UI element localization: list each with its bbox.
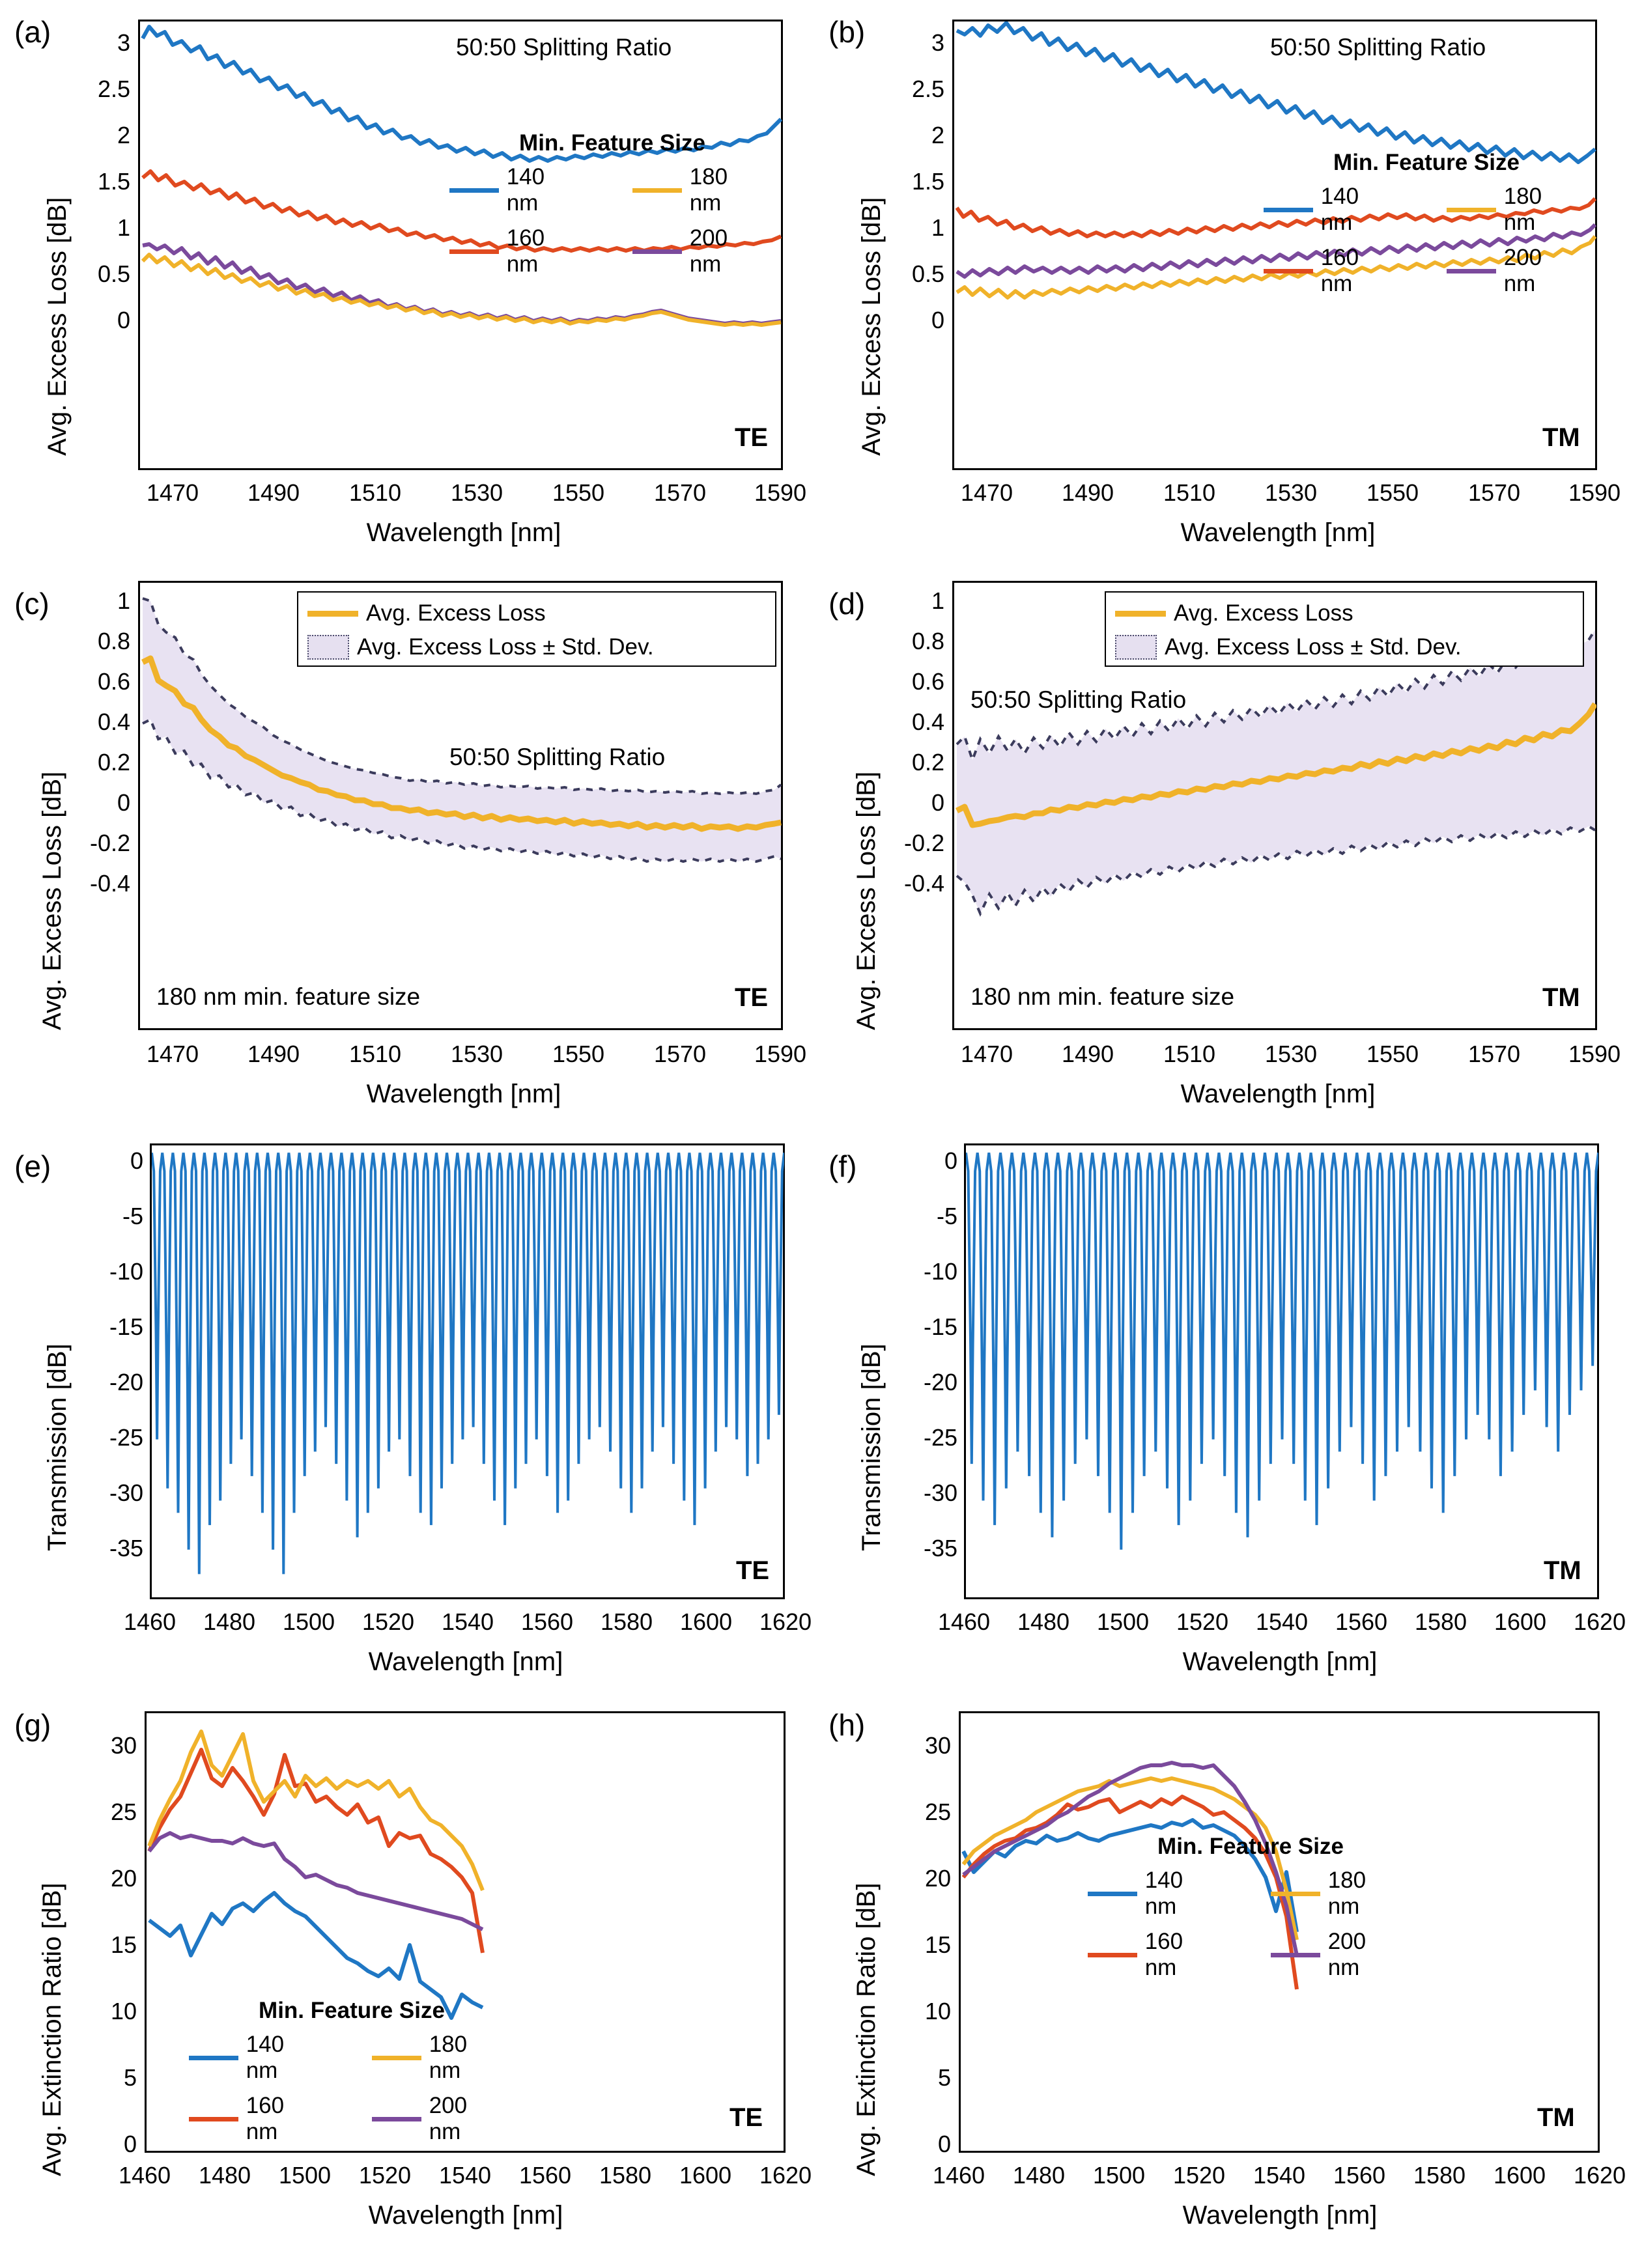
panel-e-xlabel: Wavelength [nm] [368, 1647, 563, 1676]
panel-c-legend [297, 591, 776, 667]
panel-a-legend-row-1 [449, 164, 775, 216]
legend-swatch-blue [449, 188, 499, 193]
panel-c-ytick-6: -0.2 [89, 830, 130, 856]
panel-b-legend-label-180: 180 nm [1503, 184, 1542, 235]
panel-a-legend-row-2 [449, 225, 775, 277]
panel-f-label: (f) [829, 1149, 857, 1183]
panel-d-ytick-4: 0.2 [911, 749, 944, 776]
panel-b-legend-item-180 [1447, 184, 1578, 236]
panel-d-ylabel: Avg. Excess Loss [dB] [852, 771, 881, 1030]
panel-b-legend-row-2 [1264, 245, 1589, 297]
panel-g-ytick-0: 30 [110, 1732, 137, 1759]
panel-b-polarization: TM [1542, 423, 1580, 452]
panel-a-ytick-2: 2 [117, 122, 130, 148]
panel-a-legend-item-160 [449, 225, 580, 277]
legend-swatch-blue [1264, 208, 1313, 212]
panel-e-ytick-0: 0 [130, 1147, 143, 1174]
panel-h-ytick-2: 20 [924, 1865, 951, 1892]
panel-b-ytick-6: 0 [931, 307, 944, 333]
panel-g-polarization: TE [730, 2103, 763, 2132]
panel-a-legend-label-180: 180 nm [689, 164, 728, 216]
panel-a-legend-title: Min. Feature Size [519, 130, 705, 156]
panel-g-ylabel: Avg. Extinction Ratio [dB] [38, 1883, 66, 2176]
panel-h-legend-label-160: 160 nm [1144, 1929, 1183, 1980]
panel-h-legend-label-140: 140 nm [1144, 1868, 1183, 1919]
panel-e-ytick-7: -35 [109, 1535, 143, 1561]
panel-c-legend-label-std: Avg. Excess Loss ± Std. Dev. [357, 634, 654, 660]
panel-c-ytick-2: 0.6 [97, 668, 130, 695]
panel-e-ylabel: Transmission [dB] [43, 1343, 72, 1551]
panel-g-legend [189, 1998, 515, 2144]
panel-h-ytick-6: 0 [937, 2131, 951, 2157]
panel-b-xtick-4: 1550 [1366, 479, 1419, 506]
panel-b-xtick-0: 1470 [960, 479, 1013, 506]
panel-e-xtick-8: 1620 [759, 1608, 812, 1635]
panel-f-xtick-1: 1480 [1017, 1608, 1070, 1635]
panel-f-xtick-6: 1580 [1414, 1608, 1467, 1635]
panel-c-legend-row-2 [307, 634, 766, 660]
panel-f-xtick-0: 1460 [937, 1608, 991, 1635]
panel-g-legend-item-140 [189, 2032, 320, 2084]
legend-swatch-purple [1271, 1953, 1320, 1957]
legend-swatch-blue [1088, 1892, 1137, 1896]
panel-a-legend-label-140: 140 nm [506, 164, 545, 216]
panel-b-legend-item-160 [1264, 245, 1395, 297]
panel-h-ytick-3: 15 [924, 1931, 951, 1958]
panel-c-polarization: TE [735, 983, 769, 1012]
panel-e-xtick-1: 1480 [203, 1608, 256, 1635]
panel-d-legend-label-avg: Avg. Excess Loss [1174, 600, 1353, 626]
panel-a-legend-label-200: 200 nm [689, 225, 728, 277]
panel-f-xtick-4: 1540 [1255, 1608, 1309, 1635]
panel-d-xtick-5: 1570 [1467, 1041, 1521, 1067]
panel-f-ytick-0: 0 [944, 1147, 957, 1174]
panel-a-xtick-1: 1490 [247, 479, 300, 506]
panel-d-label: (d) [829, 587, 866, 621]
panel-e-ytick-4: -20 [109, 1369, 143, 1395]
panel-b-legend [1264, 150, 1589, 296]
panel-h-xtick-5: 1560 [1333, 2162, 1386, 2189]
panel-h-legend-item-180 [1271, 1868, 1402, 1920]
panel-g-ytick-2: 20 [110, 1865, 137, 1892]
panel-d-annotation-feature: 180 nm min. feature size [970, 983, 1235, 1010]
panel-c-xtick-4: 1550 [552, 1041, 605, 1067]
panel-d-xlabel: Wavelength [nm] [1180, 1080, 1376, 1108]
panel-b-legend-item-200 [1447, 245, 1578, 297]
panel-f-ytick-4: -20 [923, 1369, 957, 1395]
panel-h-xtick-6: 1580 [1413, 2162, 1466, 2189]
panel-h [814, 1694, 1629, 2268]
panel-h-ytick-1: 25 [924, 1799, 951, 1825]
panel-h-xtick-0: 1460 [932, 2162, 985, 2189]
panel-a-annotation-ratio: 50:50 Splitting Ratio [456, 34, 672, 61]
panel-h-legend [1088, 1834, 1413, 1980]
panel-g-legend-title: Min. Feature Size [259, 1998, 445, 2023]
panel-e-axes [150, 1143, 785, 1599]
panel-h-xtick-1: 1480 [1012, 2162, 1066, 2189]
panel-g-xtick-0: 1460 [118, 2162, 171, 2189]
panel-a [0, 0, 814, 560]
panel-h-legend-label-200: 200 nm [1327, 1929, 1367, 1980]
panel-b-label: (b) [829, 15, 866, 49]
panel-h-xtick-7: 1600 [1493, 2162, 1546, 2189]
panel-d-legend-row-2 [1115, 634, 1574, 660]
panel-g-legend-item-160 [189, 2093, 320, 2145]
legend-swatch-orange [449, 249, 499, 254]
panel-h-legend-item-160 [1088, 1929, 1219, 1981]
panel-h-ytick-4: 10 [924, 1998, 951, 2024]
panel-a-xtick-2: 1510 [348, 479, 402, 506]
panel-b-legend-label-160: 160 nm [1320, 245, 1359, 296]
panel-c-xtick-5: 1570 [653, 1041, 707, 1067]
panel-d-xtick-2: 1510 [1163, 1041, 1216, 1067]
panel-c-ytick-3: 0.4 [97, 708, 130, 735]
panel-e-xtick-4: 1540 [441, 1608, 494, 1635]
panel-e-ytick-5: -25 [109, 1424, 143, 1451]
panel-e-ytick-3: -15 [109, 1313, 143, 1340]
panel-d-polarization: TM [1542, 983, 1580, 1012]
panel-b-xlabel: Wavelength [nm] [1180, 518, 1376, 547]
panel-e-xtick-7: 1600 [679, 1608, 733, 1635]
panel-e-xtick-2: 1500 [282, 1608, 335, 1635]
panel-f-xtick-7: 1600 [1494, 1608, 1547, 1635]
panel-a-xtick-3: 1530 [450, 479, 503, 506]
panel-d-xtick-0: 1470 [960, 1041, 1013, 1067]
panel-g-xtick-8: 1620 [759, 2162, 812, 2189]
panel-b-ytick-3: 1.5 [911, 168, 944, 195]
panel-d [814, 561, 1629, 1134]
panel-d-xtick-4: 1550 [1366, 1041, 1419, 1067]
panel-b-legend-title: Min. Feature Size [1333, 150, 1520, 175]
panel-f-ytick-5: -25 [923, 1424, 957, 1451]
panel-g-xtick-4: 1540 [438, 2162, 492, 2189]
panel-d-legend [1105, 591, 1584, 667]
panel-d-ytick-0: 1 [931, 587, 944, 614]
panel-c-ytick-7: -0.4 [89, 870, 130, 897]
panel-d-legend-row-1 [1115, 600, 1574, 626]
panel-g-xtick-6: 1580 [599, 2162, 652, 2189]
panel-b-xtick-2: 1510 [1163, 479, 1216, 506]
panel-g-axes [145, 1711, 786, 2153]
panel-e [0, 1134, 814, 1694]
panel-d-ytick-5: 0 [931, 789, 944, 816]
panel-c-xtick-1: 1490 [247, 1041, 300, 1067]
panel-g-legend-row-2 [189, 2093, 515, 2145]
legend-swatch-purple [372, 2117, 421, 2121]
panel-f-axes [964, 1143, 1599, 1599]
panel-c-xtick-6: 1590 [754, 1041, 807, 1067]
panel-g-ytick-3: 15 [110, 1931, 137, 1958]
panel-g-xtick-2: 1500 [278, 2162, 332, 2189]
legend-swatch-std-dev [307, 635, 349, 660]
panel-d-legend-label-std: Avg. Excess Loss ± Std. Dev. [1165, 634, 1462, 660]
panel-g [0, 1694, 814, 2268]
panel-e-ytick-6: -30 [109, 1479, 143, 1506]
panel-c-xtick-0: 1470 [146, 1041, 199, 1067]
panel-e-xtick-5: 1560 [520, 1608, 574, 1635]
panel-d-xtick-3: 1530 [1264, 1041, 1318, 1067]
panel-g-xtick-1: 1480 [198, 2162, 251, 2189]
panel-f-ytick-3: -15 [923, 1313, 957, 1340]
panel-g-ytick-1: 25 [110, 1799, 137, 1825]
panel-b-xtick-3: 1530 [1264, 479, 1318, 506]
panel-h-ytick-0: 30 [924, 1732, 951, 1759]
panel-g-xtick-3: 1520 [358, 2162, 412, 2189]
legend-swatch-yellow [372, 2056, 421, 2060]
panel-h-legend-item-140 [1088, 1868, 1219, 1920]
panel-f-ytick-2: -10 [923, 1258, 957, 1285]
panel-h-legend-row-2 [1088, 1929, 1413, 1981]
legend-swatch-yellow [1447, 208, 1496, 212]
panel-b-xtick-6: 1590 [1568, 479, 1621, 506]
panel-a-ytick-6: 0 [117, 307, 130, 333]
panel-h-label: (h) [829, 1708, 866, 1742]
panel-b-annotation-ratio: 50:50 Splitting Ratio [1270, 34, 1486, 61]
panel-h-legend-row-1 [1088, 1868, 1413, 1920]
panel-c-ytick-1: 0.8 [97, 628, 130, 654]
panel-d-ytick-1: 0.8 [911, 628, 944, 654]
panel-h-ylabel: Avg. Extinction Ratio [dB] [852, 1883, 881, 2176]
panel-h-xtick-4: 1540 [1253, 2162, 1306, 2189]
panel-g-ytick-4: 10 [110, 1998, 137, 2024]
legend-swatch-orange [1088, 1953, 1137, 1957]
panel-f-polarization: TM [1544, 1556, 1581, 1585]
panel-b-legend-label-200: 200 nm [1503, 245, 1542, 296]
panel-g-legend-item-180 [372, 2032, 503, 2084]
panel-g-legend-row-1 [189, 2032, 515, 2084]
panel-a-legend-item-180 [632, 164, 763, 216]
legend-swatch-yellow [632, 188, 682, 193]
legend-swatch-purple [1447, 269, 1496, 273]
panel-c-ylabel: Avg. Excess Loss [dB] [38, 771, 66, 1030]
panel-c-legend-row-1 [307, 600, 766, 626]
panel-h-ytick-5: 5 [937, 2064, 951, 2091]
panel-b-legend-row-1 [1264, 184, 1589, 236]
panel-d-annotation-ratio: 50:50 Splitting Ratio [970, 686, 1187, 713]
panel-b-legend-label-140: 140 nm [1320, 184, 1359, 235]
panel-b-xtick-1: 1490 [1061, 479, 1114, 506]
panel-c-xtick-2: 1510 [348, 1041, 402, 1067]
panel-f-ytick-1: -5 [936, 1203, 957, 1229]
panel-f-ytick-7: -35 [923, 1535, 957, 1561]
panel-a-legend-label-160: 160 nm [506, 225, 545, 277]
panel-f-xtick-2: 1500 [1096, 1608, 1150, 1635]
panel-b-ytick-2: 2 [931, 122, 944, 148]
panel-a-xlabel: Wavelength [nm] [366, 518, 561, 547]
panel-c-legend-label-avg: Avg. Excess Loss [366, 600, 546, 626]
panel-a-ytick-1: 2.5 [97, 76, 130, 102]
panel-a-ytick-4: 1 [117, 214, 130, 241]
legend-swatch-orange [189, 2117, 238, 2121]
panel-h-legend-item-200 [1271, 1929, 1402, 1981]
panel-g-xtick-5: 1560 [518, 2162, 572, 2189]
panel-f-ylabel: Transmission [dB] [857, 1343, 886, 1551]
panel-h-legend-label-180: 180 nm [1327, 1868, 1367, 1919]
panel-g-legend-label-180: 180 nm [429, 2032, 468, 2083]
legend-swatch-avg-loss [307, 611, 358, 617]
panel-b-ytick-1: 2.5 [911, 76, 944, 102]
legend-swatch-orange [1264, 269, 1313, 273]
panel-c [0, 561, 814, 1134]
legend-swatch-avg-loss [1115, 611, 1166, 617]
panel-h-xtick-8: 1620 [1573, 2162, 1626, 2189]
panel-a-legend-item-140 [449, 164, 580, 216]
panel-a-ylabel: Avg. Excess Loss [dB] [43, 197, 72, 456]
panel-f [814, 1134, 1629, 1694]
panel-g-ytick-6: 0 [123, 2131, 137, 2157]
panel-e-xtick-0: 1460 [123, 1608, 177, 1635]
panel-g-label: (g) [14, 1708, 51, 1742]
panel-f-ytick-6: -30 [923, 1479, 957, 1506]
panel-e-label: (e) [14, 1149, 51, 1183]
panel-c-xlabel: Wavelength [nm] [366, 1080, 561, 1108]
panel-e-polarization: TE [736, 1556, 770, 1585]
panel-c-annotation-feature: 180 nm min. feature size [156, 983, 421, 1010]
panel-b-ytick-0: 3 [931, 29, 944, 56]
panel-g-ytick-5: 5 [123, 2064, 137, 2091]
legend-swatch-yellow [1271, 1892, 1320, 1896]
panel-a-polarization: TE [735, 423, 769, 452]
panel-f-xlabel: Wavelength [nm] [1182, 1647, 1378, 1676]
panel-b-ylabel: Avg. Excess Loss [dB] [857, 197, 886, 456]
panel-f-xtick-8: 1620 [1573, 1608, 1626, 1635]
panel-b-ytick-5: 0.5 [911, 260, 944, 287]
panel-g-xtick-7: 1600 [679, 2162, 732, 2189]
panel-a-label: (a) [14, 15, 51, 49]
panel-a-ytick-3: 1.5 [97, 168, 130, 195]
legend-swatch-std-dev [1115, 635, 1157, 660]
panel-c-annotation-ratio: 50:50 Splitting Ratio [449, 744, 666, 770]
panel-g-legend-label-140: 140 nm [246, 2032, 285, 2083]
panel-c-ytick-5: 0 [117, 789, 130, 816]
panel-d-xtick-1: 1490 [1061, 1041, 1114, 1067]
panel-e-xtick-3: 1520 [361, 1608, 415, 1635]
panel-d-ytick-2: 0.6 [911, 668, 944, 695]
panel-e-ytick-2: -10 [109, 1258, 143, 1285]
panel-e-xtick-6: 1580 [600, 1608, 653, 1635]
panel-f-xtick-5: 1560 [1335, 1608, 1388, 1635]
panel-a-xtick-0: 1470 [146, 479, 199, 506]
panel-a-legend [449, 130, 775, 277]
panel-g-legend-item-200 [372, 2093, 503, 2145]
panel-e-ytick-1: -5 [122, 1203, 143, 1229]
panel-a-xtick-6: 1590 [754, 479, 807, 506]
panel-b-legend-item-140 [1264, 184, 1395, 236]
panel-c-xtick-3: 1530 [450, 1041, 503, 1067]
panel-g-legend-label-200: 200 nm [429, 2093, 468, 2144]
panel-b-ytick-4: 1 [931, 214, 944, 241]
panel-d-ytick-3: 0.4 [911, 708, 944, 735]
panel-b-xtick-5: 1570 [1467, 479, 1521, 506]
panel-g-legend-label-160: 160 nm [246, 2093, 285, 2144]
panel-h-legend-title: Min. Feature Size [1157, 1834, 1344, 1859]
panel-d-xtick-6: 1590 [1568, 1041, 1621, 1067]
panel-b [814, 0, 1629, 560]
panel-h-xtick-2: 1500 [1092, 2162, 1146, 2189]
panel-a-xtick-5: 1570 [653, 479, 707, 506]
panel-h-xtick-3: 1520 [1172, 2162, 1226, 2189]
panel-c-ytick-0: 1 [117, 587, 130, 614]
panel-a-ytick-5: 0.5 [97, 260, 130, 287]
panel-a-ytick-0: 3 [117, 29, 130, 56]
panel-a-legend-item-200 [632, 225, 763, 277]
panel-c-ytick-4: 0.2 [97, 749, 130, 776]
panel-g-xlabel: Wavelength [nm] [368, 2201, 563, 2230]
panel-h-polarization: TM [1537, 2103, 1575, 2132]
legend-swatch-purple [632, 249, 682, 254]
panel-h-xlabel: Wavelength [nm] [1182, 2201, 1378, 2230]
panel-c-label: (c) [14, 587, 50, 621]
panel-f-xtick-3: 1520 [1176, 1608, 1229, 1635]
panel-d-ytick-6: -0.2 [903, 830, 944, 856]
panel-a-xtick-4: 1550 [552, 479, 605, 506]
panel-d-ytick-7: -0.4 [903, 870, 944, 897]
legend-swatch-blue [189, 2056, 238, 2060]
